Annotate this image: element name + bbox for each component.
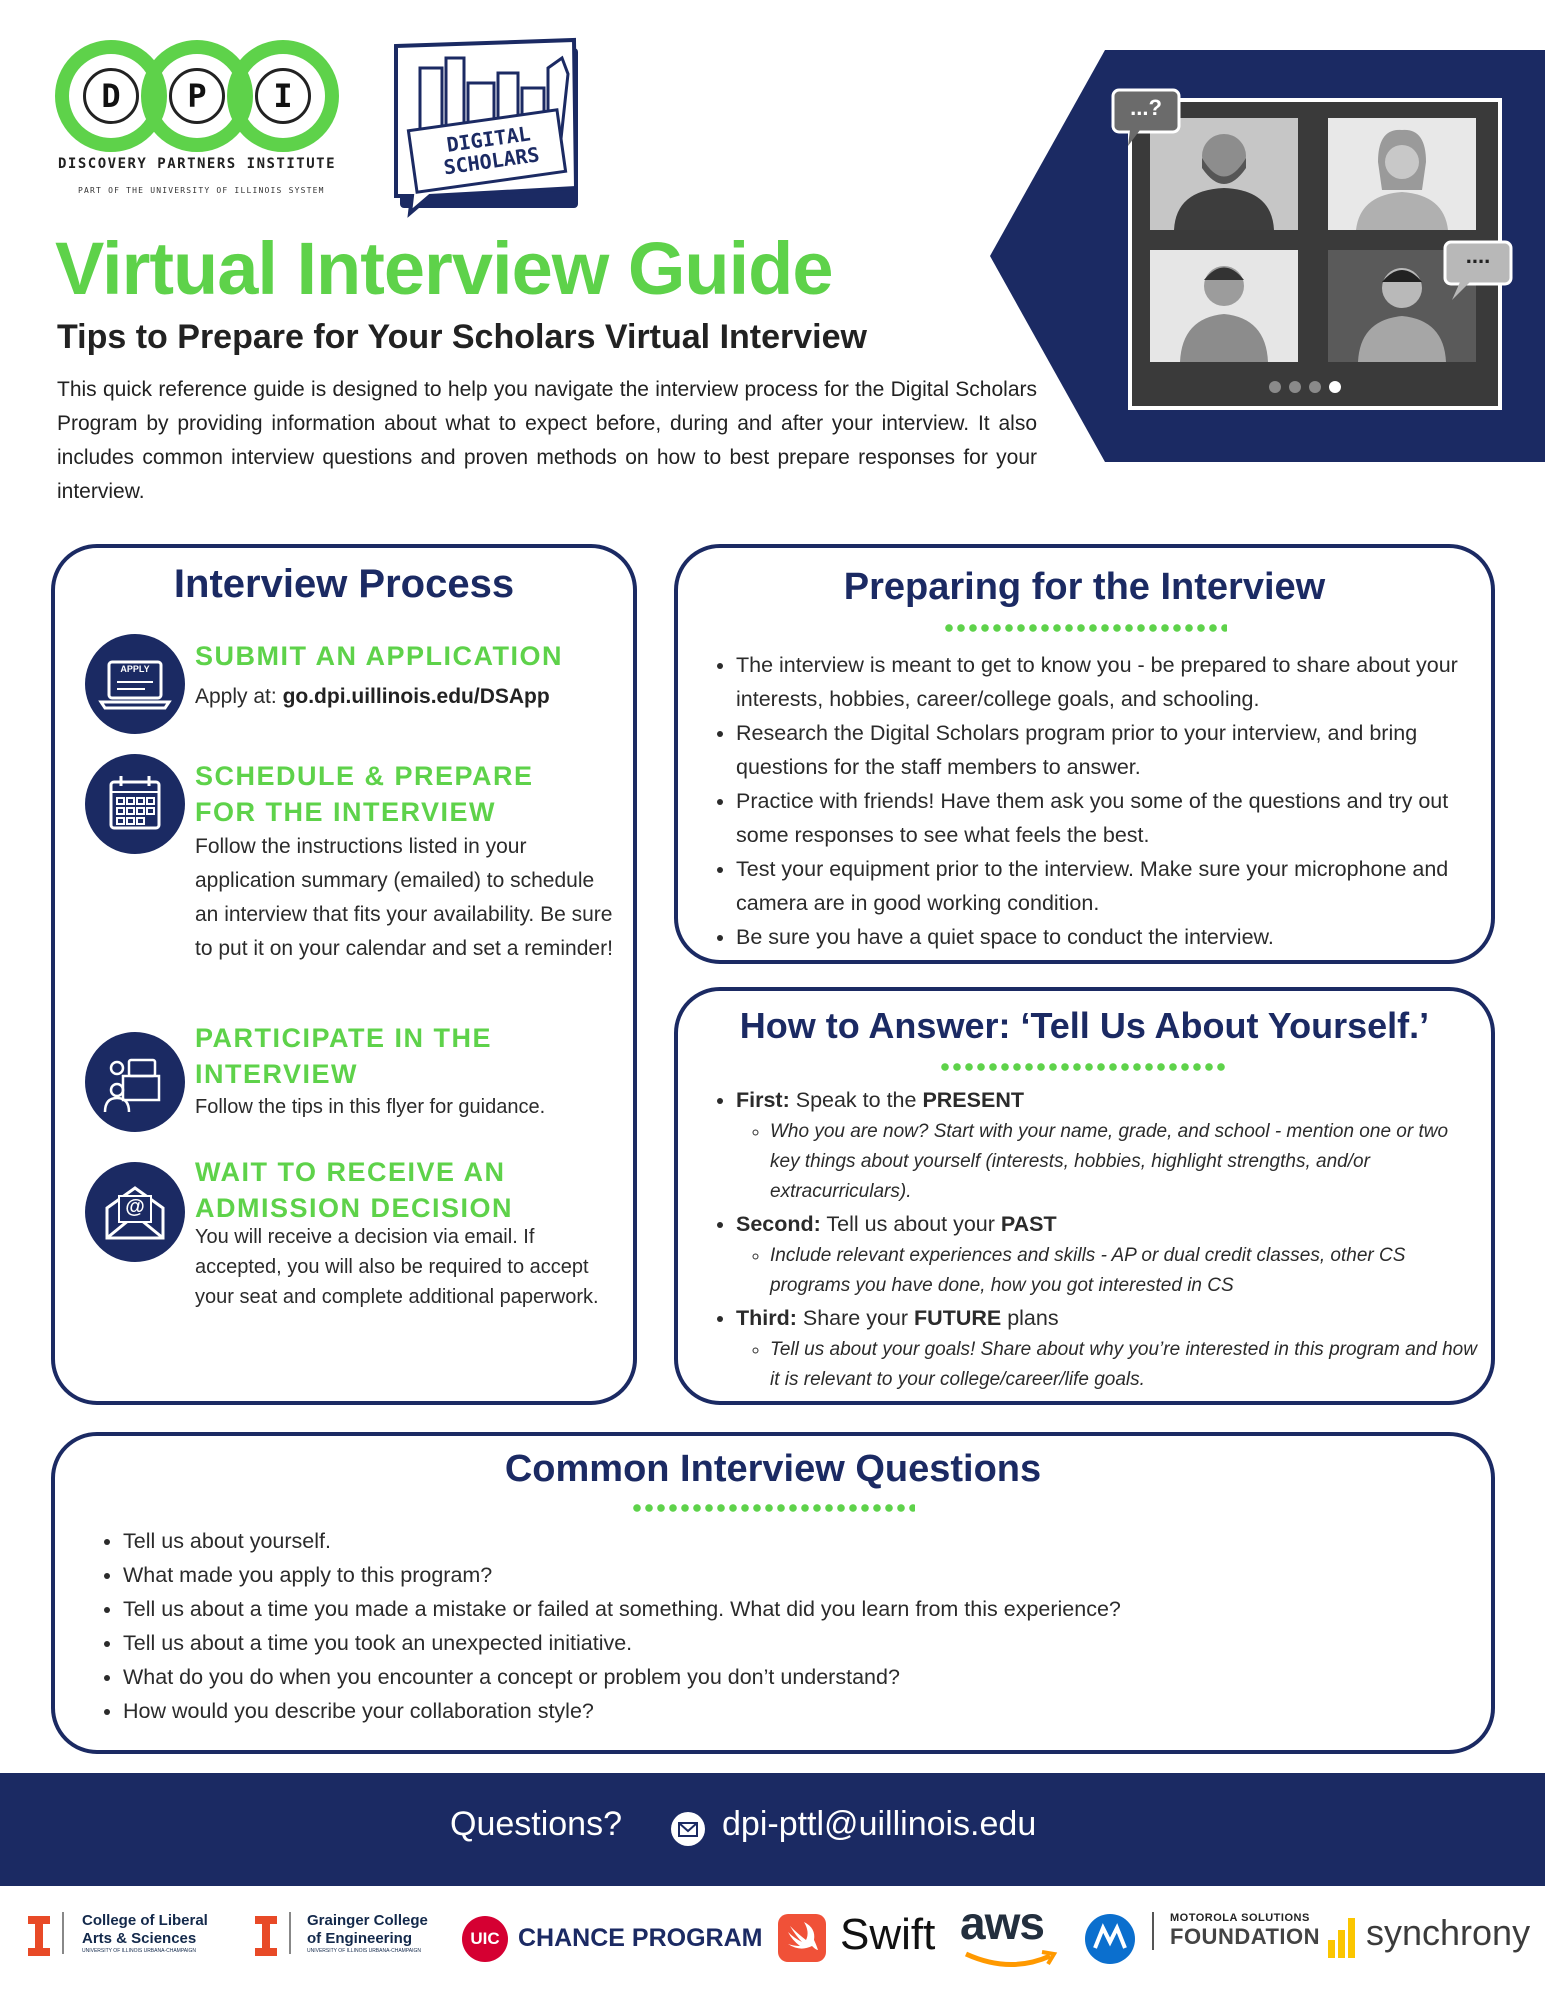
uic-logo: UIC: [462, 1916, 508, 1962]
answer-step-text: Speak to the: [789, 1088, 923, 1112]
step-wait-text: You will receive a decision via email. If accepted, you will also be required to accept your seat and complete additional paperwork.: [195, 1226, 599, 1308]
how-to-answer-title: How to Answer: ‘Tell Us About Yourself.’: [739, 1005, 1430, 1046]
swift-bird-icon: [778, 1914, 826, 1962]
question-item: • Tell us about a time you made a mistake or failed at something. What did you learn from this experience?: [123, 1592, 1455, 1626]
common-questions-title: Common Interview Questions: [504, 1448, 1042, 1490]
email-icon: [671, 1812, 705, 1846]
page-subtitle: Tips to Prepare for Your Scholars Virtual Interview: [57, 318, 867, 356]
synchrony-bars-icon: [1328, 1918, 1356, 1958]
step-participate-text: Follow the tips in this flyer for guidance.: [195, 1096, 546, 1118]
preparing-item: • The interview is meant to get to know you - be prepared to share about your interests, hobbies, career/college goals, and schooling.: [736, 648, 1478, 716]
answer-list: [708, 1083, 1478, 1395]
answer-step-lead: Second:: [736, 1212, 821, 1236]
intro-paragraph: This quick reference guide is designed to help you navigate the interview process for the Digital Scholars Program by providing information about what to expect before, during and after your interview. It also includes common interview questions and proven methods on how to best prepare responses for your interview.: [57, 378, 1037, 503]
chance-program-logo: CHANCE PROGRAM: [518, 1924, 763, 1952]
motorola-foundation-logo: MOTOROLA SOLUTIONS FOUNDATION: [1152, 1912, 1320, 1950]
grainger-logo: Grainger College of Engineering UNIVERSITY OF ILLINOIS URBANA-CHAMPAIGN: [289, 1912, 428, 1954]
speech-bubble-question: ...?: [1130, 95, 1162, 120]
answer-step-tail: plans: [1001, 1306, 1059, 1330]
dpi-letter-p: P: [169, 68, 225, 124]
preparing-item: • Research the Digital Scholars program prior to your interview, and bring questions for the staff members to answer.: [736, 716, 1478, 784]
laptop-apply-icon: [85, 634, 185, 734]
email-envelope-icon: [85, 1162, 185, 1262]
preparing-item: • Practice with friends! Have them ask you some of the questions and try out some responses to see what feels the best.: [736, 784, 1478, 852]
step-schedule-text: Follow the instructions listed in your application summary (emailed) to schedule an interview that fits your availability. Be sure to put it on your calendar and set a reminder!: [195, 835, 613, 960]
question-item: • Tell us about a time you took an unexpected initiative.: [123, 1626, 1455, 1660]
dotted-divider: [631, 1504, 915, 1512]
org-subtitle: PART OF THE UNIVERSITY OF ILLINOIS SYSTEM: [78, 186, 325, 195]
answer-step-lead: Third:: [736, 1306, 797, 1330]
common-questions-panel: [51, 1432, 1495, 1754]
apply-icon-label: APPLY: [120, 664, 150, 674]
email-icon-label: @: [125, 1196, 145, 1218]
interview-process-panel: [51, 544, 637, 1405]
page-title: Virtual Interview Guide: [55, 227, 833, 310]
swift-logo: Swift: [840, 1910, 936, 1959]
aws-smile-icon: [962, 1950, 1058, 1970]
questions-list: [95, 1524, 1455, 1728]
answer-sub-item: ◦ Who you are now? Start with your name, grade, and school - mention one or two key things about yourself (interests, hobbies, highlight strengths, and/or extracurriculars).: [770, 1117, 1478, 1207]
answer-step-lead: First:: [736, 1088, 790, 1112]
illinois-block-i-icon: [28, 1916, 50, 1956]
question-item: • What do you do when you encounter a concept or problem you don’t understand?: [123, 1660, 1455, 1694]
step-submit-text: Apply at: go.dpi.uillinois.edu/DSApp: [195, 685, 550, 708]
answer-step-key: PRESENT: [922, 1088, 1024, 1112]
questions-label: Questions?: [450, 1805, 622, 1843]
illinois-block-i-icon: [255, 1916, 277, 1956]
digital-scholars-logo: [390, 28, 590, 218]
step-wait-title: WAIT TO RECEIVE AN ADMISSION DECISION: [195, 1157, 514, 1223]
calendar-icon: [85, 754, 185, 854]
program-logo-text: DIGITAL SCHOLARS: [442, 121, 541, 180]
how-to-answer-panel: [674, 987, 1495, 1405]
video-call-illustration: [990, 50, 1545, 462]
answer-sub-list: [736, 1117, 1478, 1207]
dpi-letter-i: I: [255, 68, 311, 124]
video-call-icon: [85, 1032, 185, 1132]
dotted-divider: [943, 624, 1227, 632]
org-name: DISCOVERY PARTNERS INSTITUTE: [58, 156, 337, 172]
answer-step: [736, 1301, 1478, 1395]
answer-sub-list: [736, 1335, 1478, 1395]
dotted-divider: [939, 1063, 1227, 1071]
contact-email-link[interactable]: dpi-pttl@uillinois.edu: [722, 1805, 1037, 1843]
synchrony-logo: synchrony: [1366, 1912, 1531, 1953]
motorola-icon: [1085, 1914, 1135, 1964]
answer-step-text: Share your: [796, 1306, 915, 1330]
question-item: • Tell us about yourself.: [123, 1524, 1455, 1558]
preparing-title: Preparing for the Interview: [843, 566, 1326, 608]
answer-step: [736, 1207, 1478, 1301]
preparing-item: • Test your equipment prior to the interview. Make sure your microphone and camera are in good working condition.: [736, 852, 1478, 920]
sponsor-logos: [0, 1886, 1545, 2000]
question-item: • How would you describe your collaboration style?: [123, 1694, 1455, 1728]
application-link[interactable]: go.dpi.uillinois.edu/DSApp: [282, 685, 550, 708]
preparing-list: [708, 648, 1478, 954]
interview-process-title: Interview Process: [173, 562, 515, 606]
preparing-item: • Be sure you have a quiet space to conduct the interview.: [736, 920, 1478, 954]
answer-step-key: FUTURE: [914, 1306, 1002, 1330]
step-submit-title: SUBMIT AN APPLICATION: [195, 641, 563, 671]
answer-step-key: PAST: [1000, 1212, 1057, 1236]
answer-sub-item: ◦ Tell us about your goals! Share about why you’re interested in this program and how it is relevant to your college/career/life goals.: [770, 1335, 1478, 1395]
question-item: • What made you apply to this program?: [123, 1558, 1455, 1592]
aws-logo: aws: [960, 1897, 1044, 1949]
answer-step-text: Tell us about your: [820, 1212, 1001, 1236]
speech-bubble-typing: ....: [1465, 243, 1491, 268]
las-logo: College of Liberal Arts & Sciences UNIVERSITY OF ILLINOIS URBANA-CHAMPAIGN: [62, 1912, 208, 1954]
dpi-logo: [55, 40, 355, 150]
answer-sub-list: [736, 1241, 1478, 1301]
dpi-letter-d: D: [83, 68, 139, 124]
answer-step: [736, 1083, 1478, 1207]
step-schedule-title: SCHEDULE & PREPARE FOR THE INTERVIEW: [195, 761, 534, 827]
answer-sub-item: ◦ Include relevant experiences and skills - AP or dual credit classes, other CS programs you have done, how you got interested in CS: [770, 1241, 1478, 1301]
step-participate-title: PARTICIPATE IN THE INTERVIEW: [195, 1023, 492, 1089]
preparing-panel: [674, 544, 1495, 964]
